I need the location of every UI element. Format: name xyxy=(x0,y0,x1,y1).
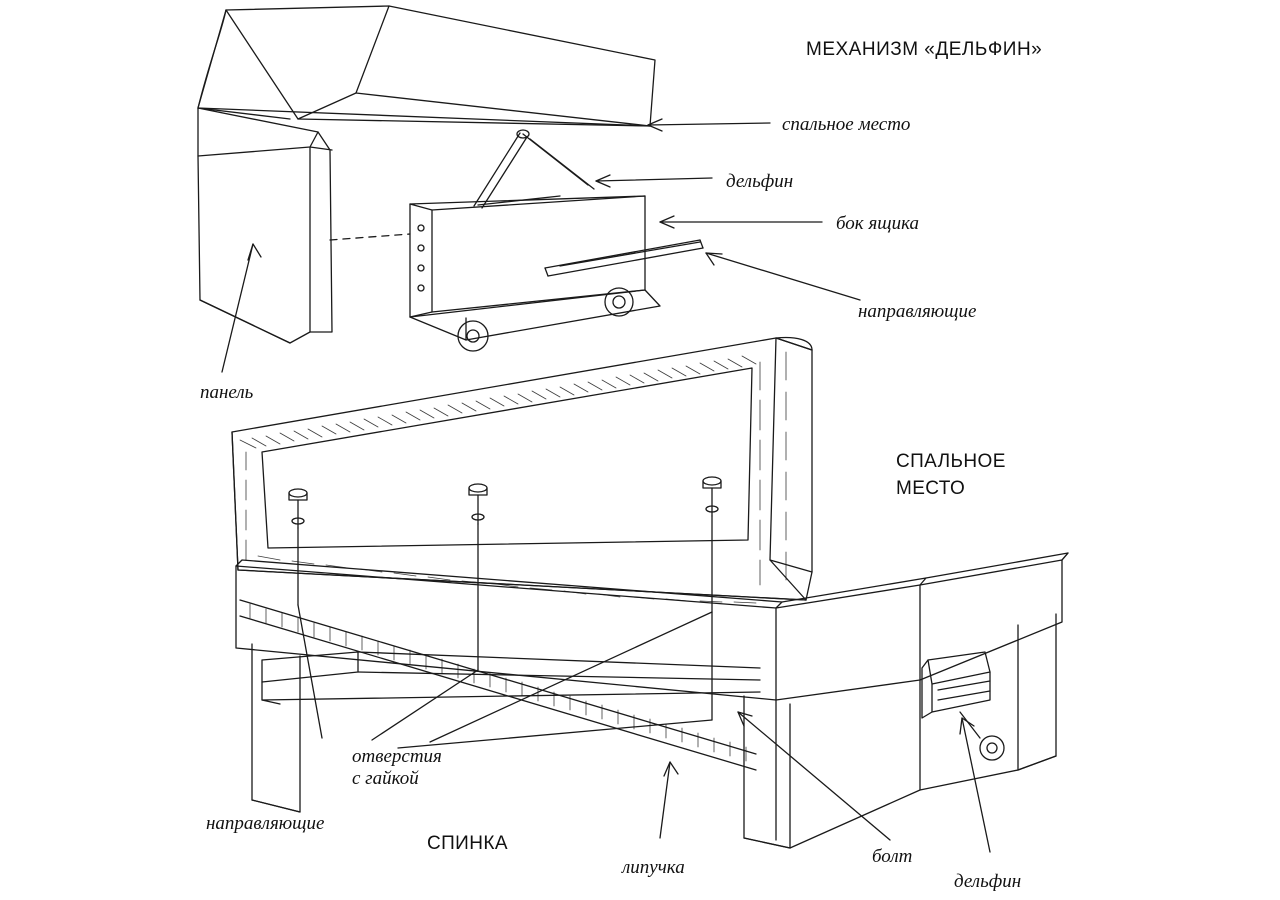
label-dolphin-bottom: дельфин xyxy=(954,871,1022,892)
label-drawer-side: бок ящика xyxy=(836,213,920,234)
label-holes-line1: отверстия xyxy=(352,746,442,767)
leader-holes-3 xyxy=(398,720,712,748)
leader-panel xyxy=(222,244,253,372)
label-panel: панель xyxy=(200,382,254,403)
top-sleeping-slab xyxy=(198,6,655,126)
drawer-box xyxy=(410,196,660,351)
label-holes-line2: с гайкой xyxy=(352,768,419,789)
sofa-base xyxy=(236,553,1068,848)
label-guides-bottom: направляющие xyxy=(206,813,325,834)
leader-guides-top xyxy=(706,253,860,300)
label-sleeping-place-block-line2: МЕСТО xyxy=(896,478,966,499)
backrest-foam-texture xyxy=(240,352,786,603)
leader-holes-4 xyxy=(430,612,712,742)
leader-dolphin xyxy=(596,178,712,181)
guide-rails-top xyxy=(545,240,703,276)
label-sleeping-place-block-line1: СПАЛЬНОЕ xyxy=(896,451,1006,472)
leader-holes-2 xyxy=(372,670,478,740)
dolphin-linkage xyxy=(474,130,594,208)
panel-part xyxy=(198,108,332,343)
label-sleeping-place-top: спальное место xyxy=(782,114,911,135)
leader-bolt xyxy=(738,712,890,840)
backrest-frame xyxy=(232,338,812,601)
guide-rails-bottom xyxy=(262,652,760,704)
dolphin-drawer-detail xyxy=(922,652,1004,760)
leader-sleeping-place xyxy=(648,123,770,125)
diagram-title: МЕХАНИЗМ «ДЕЛЬФИН» xyxy=(806,39,1043,60)
label-backrest: СПИНКА xyxy=(427,833,508,854)
label-dolphin-top: дельфин xyxy=(726,171,794,192)
label-velcro: липучка xyxy=(622,857,685,878)
label-bolt: болт xyxy=(872,846,913,867)
velcro-strip xyxy=(240,600,756,770)
leader-holes-1 xyxy=(298,605,322,738)
label-guides-top: направляющие xyxy=(858,301,977,322)
